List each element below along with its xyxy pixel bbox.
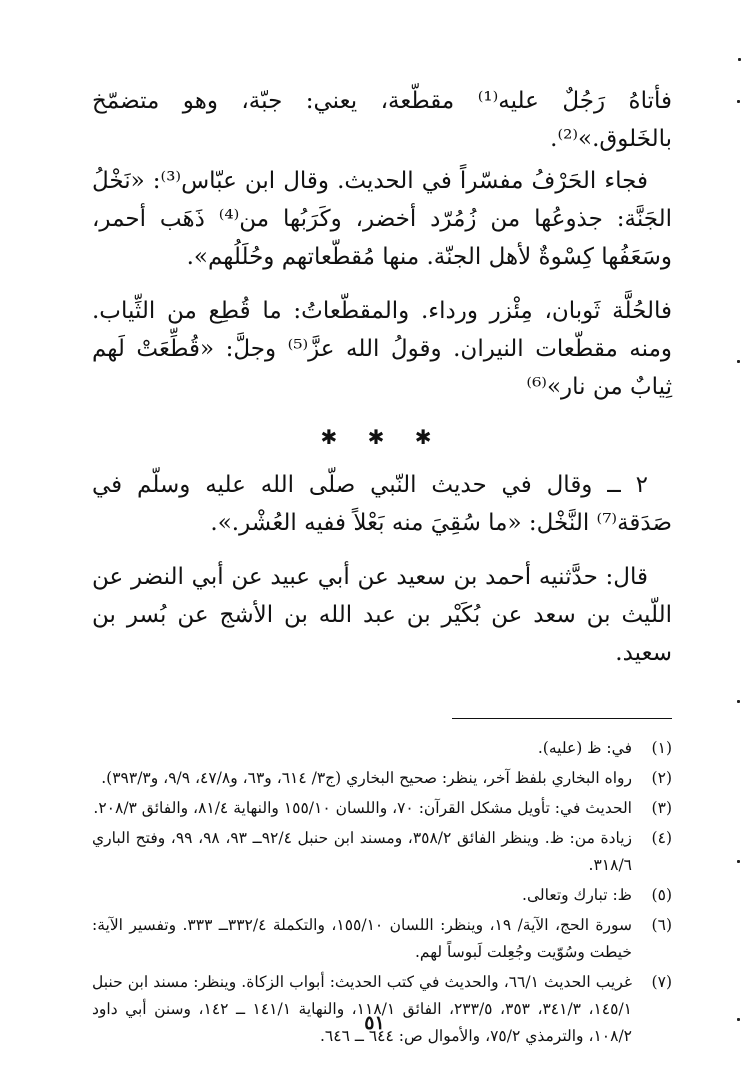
footnote-item [92,912,672,966]
footnote-divider [452,718,672,719]
footnotes [92,735,672,1050]
paragraph-3: فالحُلَّة ثَوبان، مِئْزر ورداء. والمقطّعاتُ: ما قُطِع من الثِّياب. ومنه مقطّعات النيران. وقولُ الله عزَّ⁽⁵⁾ وجلَّ: «قُطِّعَتْ لَهم ثِيابٌ من نار»⁽⁶⁾ [92,298,672,400]
footnote-number: (٦) [651,916,672,934]
footnote-number: (٤) [651,829,672,847]
footnote-item [92,735,672,762]
footnote-text: غريب الحديث ٦٦/١، والحديث في كتب الحديث: أبواب الزكاة. وينظر: مسند ابن حنبل ١٤٥/١، ٣٤١/٣، ٣٥٣، ٢٣٣/٥، الفائق ١١٨/١، والنهاية ١٤١/١ ــ ١٤٢، وسنن أبي داود ١٠٨/٢، والترمذي ٧٥/٢، والأموال ص: ٦٤٤ ــ ٦٤٦. [92,973,633,1045]
footnote-item [92,969,672,1050]
footnote-number: (٧) [651,973,672,991]
paragraph-1: فأتاهُ رَجُلٌ عليه⁽¹⁾ مقطّعة، يعني: جبّة، وهو متضمّخ بالخَلوق.»⁽²⁾. [92,88,672,152]
footnote-text: في: ظ (عليه). [537,739,632,757]
footnote-item [92,765,672,792]
footnote-number: (٢) [651,769,672,787]
footnote-item [92,825,672,879]
footnote-text: ظ: تبارك وتعالى. [522,886,632,904]
scan-speck [737,100,740,103]
paragraph-5: قال: حدَّثنيه أحمد بن سعيد عن أبي عبيد عن أبي النضر عن اللّيث بن سعد عن بُكَيْر بن عبد الله بن الأشج عن بُسر بن سعيد. [92,564,672,666]
scan-speck [738,58,741,61]
main-text [92,82,672,672]
page-number: ٥١ [364,1012,385,1034]
section-separator: ✱ ✱ ✱ [320,425,444,449]
paragraph-4: ٢ ــ وقال في حديث النّبي صلّى الله عليه وسلّم في صَدَقة⁽⁷⁾ النَّخْل: «ما سُقِيَ منه بَعْلاً ففيه العُشْر.». [92,472,672,536]
footnote-text: الحديث في: تأويل مشكل القرآن: ٧٠، واللسان ١٥٥/١٠ والنهاية ٨١/٤، والفائق ٢٠٨/٣. [93,799,632,817]
paragraph-2: فجاء الحَرْفُ مفسّراً في الحديث. وقال ابن عبّاس⁽³⁾: «نَخْلُ الجَنَّة: جذوعُها من زُمُرّد أخضر، وكَرَبُها من⁽⁴⁾ ذَهَب أحمر، وسَعَفُها كِسْوةٌ لأهل الجنّة. منها مُقطّعاتهم وحُلَلُهم». [92,168,672,270]
footnote-item [92,795,672,822]
footnote-number: (٣) [651,799,672,817]
scan-speck [737,860,740,863]
footnote-text: زيادة من: ظ. وينظر الفائق ٣٥٨/٢، ومسند ابن حنبل ٩٢/٤ــ ٩٣، ٩٨، ٩٩، وفتح الباري ٣١٨/٦. [92,829,633,874]
scan-speck [737,1018,740,1021]
scan-speck [737,360,740,363]
footnote-text: سورة الحج، الآية/ ١٩، وينظر: اللسان ١٥٥/١٠، والتكملة ٣٣٢/٤ــ ٣٣٣. وتفسير الآية: خيطت وسُوّيت وجُعِلت لَبوساً لهم. [92,916,633,961]
scan-speck [737,700,740,703]
footnote-item [92,882,672,909]
footnote-number: (٥) [651,886,672,904]
footnote-number: (١) [651,739,672,757]
footnote-text: رواه البخاري بلفظ آخر، ينظر: صحيح البخاري (ج٣/ ٦١٤، و٦٣، و٤٧/٨، ٩/٩، و٣٩٣/٣). [101,769,632,787]
page-content [92,82,672,1053]
